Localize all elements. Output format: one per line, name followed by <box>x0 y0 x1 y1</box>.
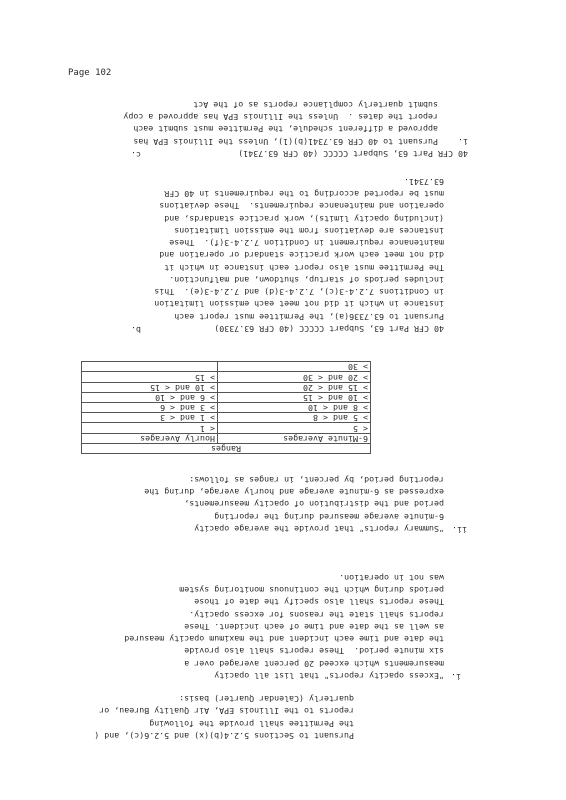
text-line: expressed as 6-minute average and hourly average, during the <box>144 487 444 498</box>
table-cell: > 10 and < 15 <box>218 392 371 402</box>
item-b-marker: b. <box>131 325 141 335</box>
text-line: submit quarterly compliance reports as of the Act <box>193 100 468 110</box>
text-line: "Summary reports" that provide the average opacity <box>194 524 444 534</box>
opacity-range-table <box>81 361 371 454</box>
text-line: These reports shall also specify the date of those <box>194 597 444 608</box>
table-row <box>82 402 371 412</box>
text-line: measurements which exceed 20 percent averaged over a <box>184 658 444 669</box>
text-line: 63.7341. <box>404 177 444 187</box>
text-line: must be reported according to the requirements in 40 CFR <box>164 189 444 200</box>
text-line: periods during which the continuous monitoring system <box>179 585 444 596</box>
table-row <box>82 362 371 372</box>
item-c-marker: c. <box>131 150 141 160</box>
text-line: the Permittee shall provide the following <box>149 718 354 729</box>
table-cell: > 20 and < 30 <box>218 372 371 382</box>
text-line: instances are deviations from the emission limitations <box>174 226 444 236</box>
column-header: 6-Minute Averages <box>218 433 371 443</box>
item-ii-marker: ii. <box>452 525 467 535</box>
table-cell: > 30 <box>218 362 371 372</box>
column-header: Hourly Averages <box>82 433 218 443</box>
text-line: 40 CFR Part 63, Subpart CCCCC (40 CFR 63.7341) <box>238 149 468 159</box>
table-cell <box>82 362 218 372</box>
text-line: "Excess opacity reports" that list all opacity <box>214 671 444 681</box>
text-line: (including opacity limits), work practice standards, and <box>164 213 444 224</box>
item-c-paragraph <box>123 99 468 160</box>
table-cell: < 1 <box>82 423 218 433</box>
text-line: 40 CFR Part 63, Subpart CCCCC (40 CFR 63.7330) <box>214 324 444 334</box>
table-row <box>82 382 371 392</box>
text-line: Pursuant to 63.7336(a), the Permittee must report each <box>174 311 444 322</box>
text-line: includes periods of startup, shutdown, and malfunction. <box>169 275 444 285</box>
item-i-marker: i. <box>451 672 461 682</box>
text-line: maintenance requirement in Condition 7.2.4-3(f). These <box>169 238 444 249</box>
text-line: period and the distribution of opacity measurements, <box>184 499 444 510</box>
table-cell: > 5 and < 8 <box>218 413 371 423</box>
text-line: operation and maintenance requirements. These deviations <box>159 201 444 212</box>
item-b-paragraph <box>154 176 444 335</box>
table-cell: > 8 and < 10 <box>218 402 371 412</box>
text-line: Pursuant to Sections 5.2.4(b)(x) and 5.2.6(c), and ( <box>94 731 354 741</box>
text-line: in Conditions 7.2.4-3(c), 7.2.4-3(d) and 7.2.4-3(e). This <box>154 287 444 298</box>
table-cell: > 3 and < 6 <box>82 402 218 412</box>
table-header-row <box>82 433 371 443</box>
text-line: quarterly (Calendar Quarter) basis: <box>179 694 354 705</box>
table-cell: > 15 and < 20 <box>218 382 371 392</box>
table-cell: > 1 and < 3 <box>82 413 218 423</box>
table-cell: < 5 <box>218 423 371 433</box>
text-line: was not in operation. <box>339 573 444 583</box>
text-line: reporting period, by percent, in ranges as follows: <box>189 475 444 485</box>
text-line: the date and time each incident and the maximum opacity measured <box>124 634 444 645</box>
text-line: i. Pursuant to 40 CFR 63.7341(b)(1), Unless the Illinois EPA has <box>133 136 468 147</box>
text-line: approved a different schedule, the Permittee must submit each <box>133 124 468 135</box>
table-cell: > 10 and < 15 <box>82 382 218 392</box>
text-line: did not meet each work practice standard or operation and <box>159 250 444 261</box>
text-line: reports shall state the reasons for excess opacity. <box>189 609 444 620</box>
text-line: as well as the date and time of each incident. These <box>184 622 444 632</box>
page-number-label: Page 102 <box>68 68 112 78</box>
table-row <box>82 423 371 433</box>
text-line: instance in which it did not meet each emission limitation <box>154 299 444 310</box>
table-row <box>82 413 371 423</box>
text-line: 6-minute average measured during the reporting <box>214 511 444 522</box>
text-line: reports to the Illinois EPA, Air Quality Bureau, or <box>99 706 354 717</box>
table-title: Ranges <box>82 443 371 453</box>
item-ii-paragraph <box>144 474 444 535</box>
table-row <box>82 372 371 382</box>
table-row <box>82 392 371 402</box>
text-line: six minute period. These reports shall also provide <box>184 646 444 657</box>
table-cell: > 15 <box>82 372 218 382</box>
item-i-paragraph <box>124 572 444 682</box>
text-line: The Permittee must also report each instance in which it <box>164 262 444 273</box>
text-line: report the dates . Unless the Illinois EPA has approved a copy <box>123 112 468 123</box>
table-cell: > 6 and < 10 <box>82 392 218 402</box>
intro-paragraph <box>94 693 354 742</box>
